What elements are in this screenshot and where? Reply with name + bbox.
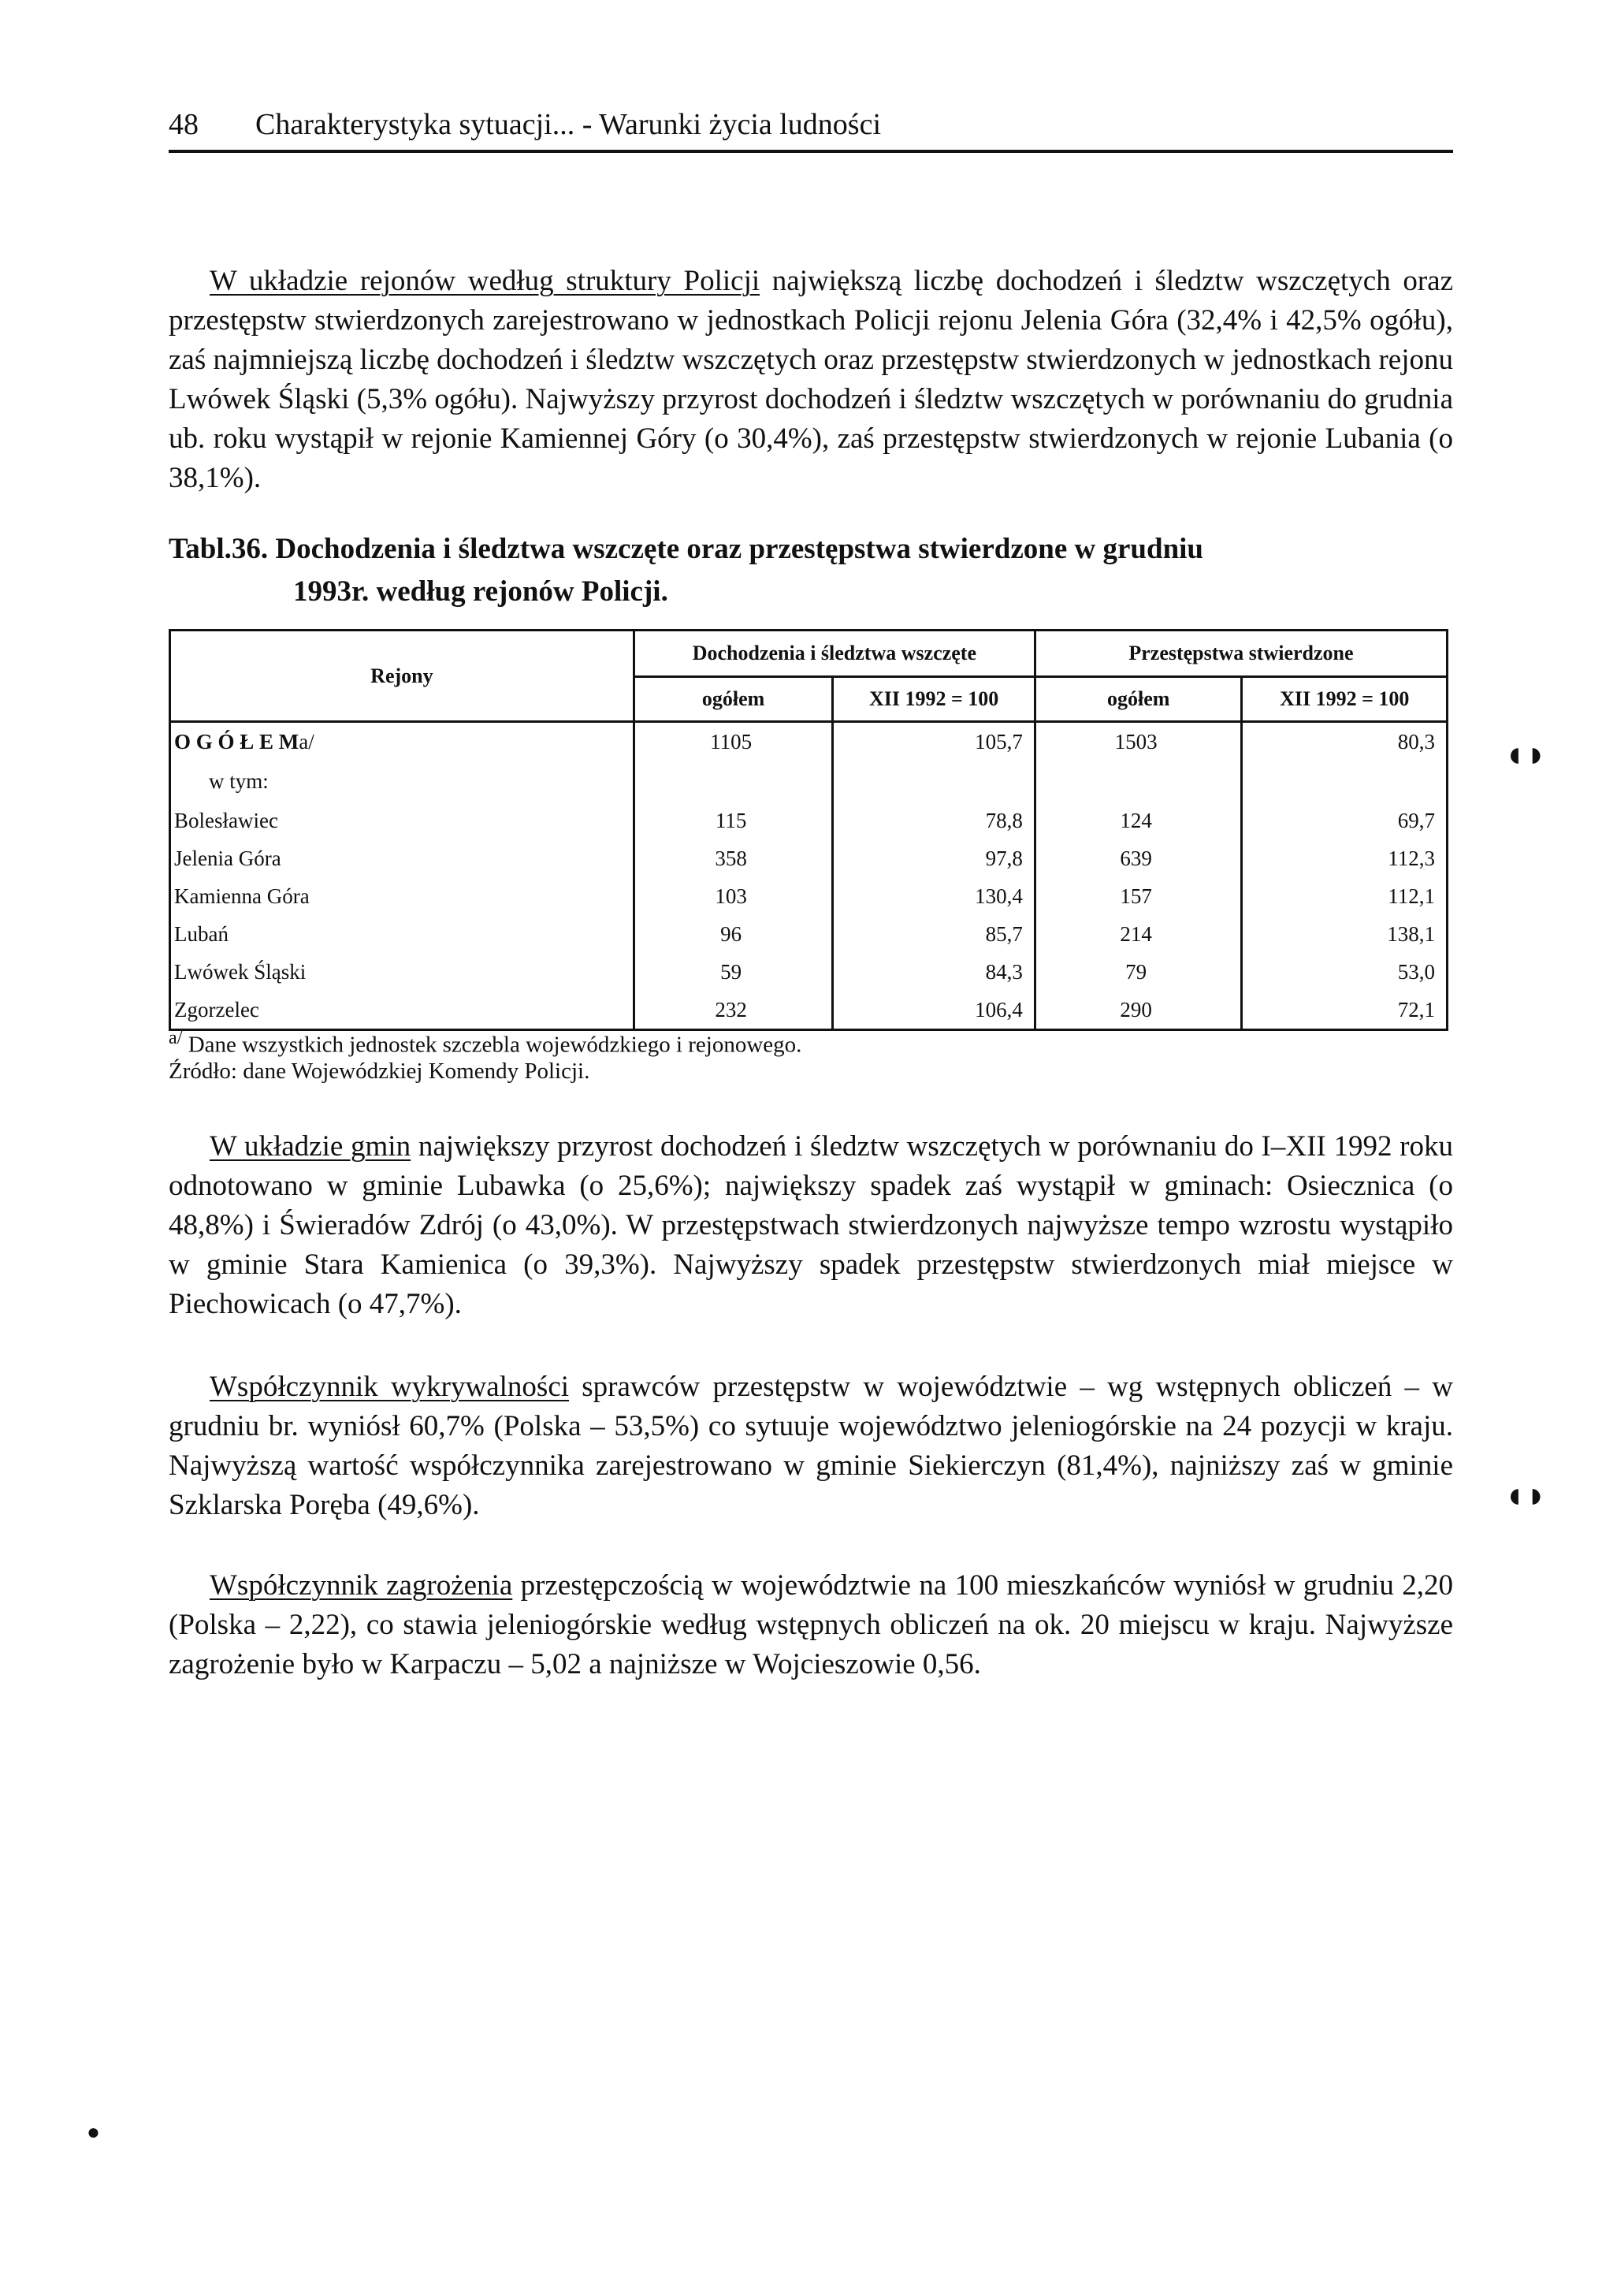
cell: 85,7	[833, 915, 1035, 953]
header-rejony: Rejony	[170, 631, 634, 722]
footnote-marker: a/	[169, 1027, 183, 1048]
cell: 290	[1035, 991, 1242, 1030]
cell: 96	[634, 915, 833, 953]
cell: 639	[1035, 839, 1242, 877]
table-row	[170, 839, 1448, 877]
row-label: Bolesławiec	[170, 802, 634, 839]
cell: 105,7	[833, 722, 1035, 761]
row-label: Lwówek Śląski	[170, 953, 634, 991]
cell: 157	[1035, 877, 1242, 915]
cell: 1503	[1035, 722, 1242, 761]
table-source: Źródło: dane Wojewódzkiej Komendy Policji.	[169, 1059, 590, 1084]
row-label: w tym:	[170, 761, 634, 802]
cell: 106,4	[833, 991, 1035, 1030]
cell: 124	[1035, 802, 1242, 839]
paragraph-detection-rate	[169, 1368, 1453, 1525]
row-label: Kamienna Góra	[170, 877, 634, 915]
paragraph-text: największy przyrost dochodzeń i śledztw wszczętych w porównaniu do I–XII 1992 roku odnotowano w gminie Lubawka (o 25,6%); największy spadek zaś wystąpił w gminach: Osiecznica (o 48,8%) i Świeradów Zdrój (o 43,0%). W przestępstwach stwierdzonych najwyższe tempo wzrostu wystąpiło w gminie Stara Kamienica (o 39,3%). Najwyższy spadek przestępstw stwierdzonych miał miejsce w Piechowicach (o 47,7%).	[169, 1130, 1453, 1320]
paragraph-lead: Współczynnik zagrożenia	[210, 1569, 513, 1602]
paragraph-gminy	[169, 1127, 1453, 1324]
table-row	[170, 802, 1448, 839]
paragraph-regions	[169, 262, 1453, 498]
caption-line-1: Tabl.36. Dochodzenia i śledztwa wszczęte oraz przestępstwa stwierdzone w grudniu	[169, 533, 1204, 565]
row-label: O G Ó Ł E Ma/	[170, 722, 634, 761]
paragraph-text: sprawców przestępstw w województwie – wg wstępnych obliczeń – w grudniu br. wyniósł 60,7% (Polska – 53,5%) co sytuuje województwo jeleniogórskie na 24 pozycji w kraju. Najwyższą wartość współczynnika zarejestrowano w gminie Siekierczyn (81,4%), najniższy zaś w gminie Szklarska Poręba (49,6%).	[169, 1371, 1454, 1521]
paragraph-text: przestępczością w województwie na 100 mieszkańców wyniósł w grudniu 2,20 (Polska – 2,22), co stawia jeleniogórskie według wstępnych obliczeń na ok. 20 miejscu w kraju. Najwyższe zagrożenie było w Karpaczu – 5,02 a najniższe w Wojcieszowie 0,56.	[169, 1569, 1453, 1680]
cell: 103	[634, 877, 833, 915]
page-number: 48	[169, 108, 199, 141]
cell: 53,0	[1242, 953, 1448, 991]
paragraph-lead: Współczynnik wykrywalności	[210, 1371, 570, 1403]
cell: 115	[634, 802, 833, 839]
cell: 232	[634, 991, 833, 1030]
scan-dot-icon: ●	[87, 2120, 100, 2145]
page-header	[169, 107, 1453, 142]
cell: 69,7	[1242, 802, 1448, 839]
header-investigations-index: XII 1992 = 100	[833, 677, 1035, 722]
paragraph-threat-rate	[169, 1566, 1453, 1684]
header-rule	[169, 150, 1453, 153]
row-label: Jelenia Góra	[170, 839, 634, 877]
caption-line-2: 1993r. według rejonów Policji.	[293, 575, 668, 608]
cell: 112,3	[1242, 839, 1448, 877]
table-caption	[169, 528, 1453, 613]
cell: 130,4	[833, 877, 1035, 915]
running-title: Charakterystyka sytuacji... - Warunki życia ludności	[255, 108, 882, 141]
cell: 72,1	[1242, 991, 1448, 1030]
header-investigations: Dochodzenia i śledztwa wszczęte	[634, 631, 1035, 677]
cell: 112,1	[1242, 877, 1448, 915]
table-row	[170, 877, 1448, 915]
header-crimes-total: ogółem	[1035, 677, 1242, 722]
paragraph-lead: W układzie rejonów według struktury Policji	[210, 265, 760, 297]
table-row-subheading	[170, 761, 1448, 802]
header-investigations-total: ogółem	[634, 677, 833, 722]
footnote-text: Dane wszystkich jednostek szczebla wojewódzkiego i rejonowego.	[188, 1032, 802, 1058]
table-row-total	[170, 722, 1448, 761]
cell: 80,3	[1242, 722, 1448, 761]
cell: 1105	[634, 722, 833, 761]
table-footnote	[169, 1023, 801, 1060]
header-crimes: Przestępstwa stwierdzone	[1035, 631, 1447, 677]
header-crimes-index: XII 1992 = 100	[1242, 677, 1448, 722]
table-row	[170, 915, 1448, 953]
table-row	[170, 953, 1448, 991]
paragraph-lead: W układzie gmin	[210, 1130, 411, 1163]
police-regions-table	[169, 629, 1448, 1031]
cell: 97,8	[833, 839, 1035, 877]
cell: 84,3	[833, 953, 1035, 991]
row-label: Zgorzelec	[170, 991, 634, 1030]
scan-artifact-icon: ◖◗	[1504, 1475, 1548, 1515]
cell: 59	[634, 953, 833, 991]
cell: 358	[634, 839, 833, 877]
cell: 79	[1035, 953, 1242, 991]
cell: 78,8	[833, 802, 1035, 839]
scan-artifact-icon: ◖◗	[1504, 734, 1548, 774]
row-label: Lubań	[170, 915, 634, 953]
cell: 214	[1035, 915, 1242, 953]
paragraph-text: największą liczbę dochodzeń i śledztw wszczętych oraz przestępstw stwierdzonych zarejestrowano w jednostkach Policji rejonu Jelenia Góra (32,4% i 42,5% ogółu), zaś najmniejszą liczbę dochodzeń i śledztw wszczętych oraz przestępstw stwierdzonych w jednostkach rejonu Lwówek Śląski (5,3% ogółu). Najwyższy przyrost dochodzeń i śledztw wszczętych w porównaniu do grudnia ub. roku wystąpił w rejonie Kamiennej Góry (o 30,4%), zaś przestępstw stwierdzonych w rejonie Lubania (o 38,1%).	[169, 265, 1453, 494]
cell: 138,1	[1242, 915, 1448, 953]
